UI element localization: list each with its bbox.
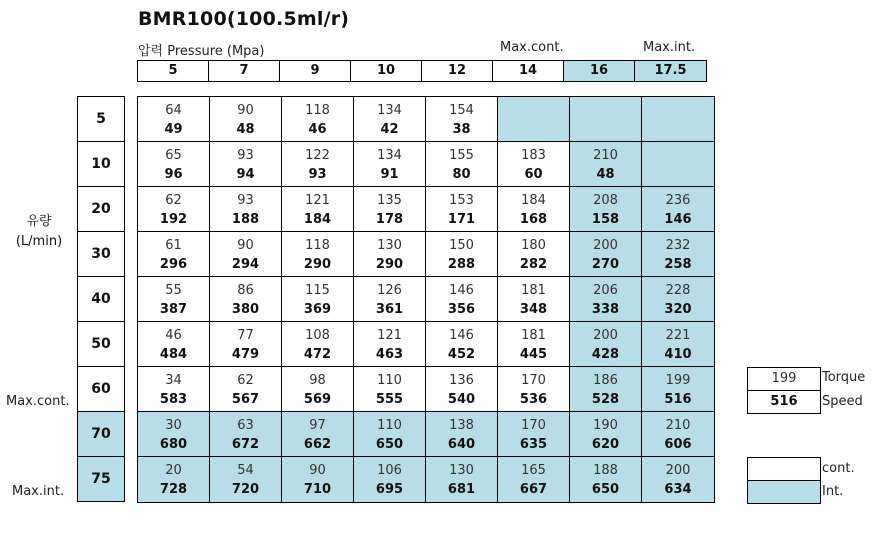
torque-value [642, 102, 714, 120]
speed-value: 672 [231, 437, 260, 452]
speed-value: 96 [164, 167, 183, 182]
torque-value: 146 [449, 283, 474, 298]
torque-value: 180 [521, 238, 546, 253]
table-cell [570, 142, 642, 187]
table-cell [282, 412, 354, 457]
speed-value: 296 [159, 257, 188, 272]
table-cell [642, 142, 714, 187]
torque-value: 210 [665, 418, 691, 433]
torque-value: 20 [165, 463, 182, 478]
speed-value: 294 [231, 257, 260, 272]
flow-header-cell: 60 [78, 367, 124, 412]
table-cell [138, 322, 210, 367]
table-cell [426, 97, 498, 142]
speed-value: 168 [519, 212, 548, 227]
torque-value: 55 [165, 283, 182, 298]
torque-value: 30 [165, 418, 182, 433]
speed-value: 80 [452, 167, 471, 182]
legend-cont-label: cont. [822, 461, 855, 476]
table-cell [642, 457, 714, 502]
flow-header-cell: 5 [78, 97, 124, 142]
legend-cont-swatch [748, 458, 820, 481]
flow-header-cell: 10 [78, 142, 124, 187]
torque-value [642, 147, 714, 165]
table-cell [138, 277, 210, 322]
torque-value: 136 [449, 373, 474, 388]
pressure-header-cell: 7 [209, 61, 280, 81]
speed-value: 320 [664, 302, 692, 317]
table-cell [210, 232, 282, 277]
torque-value: 188 [593, 463, 618, 478]
table-cell [210, 97, 282, 142]
pressure-header-cell: 10 [351, 61, 422, 81]
table-cell [498, 457, 570, 502]
table-cell [642, 277, 714, 322]
speed-value: 178 [375, 212, 404, 227]
speed-value: 606 [664, 437, 692, 452]
table-cell [642, 187, 714, 232]
pressure-header-cell: 16 [564, 61, 635, 81]
table-cell [138, 187, 210, 232]
table-cell [570, 232, 642, 277]
table-cell [282, 367, 354, 412]
speed-value: 380 [231, 302, 260, 317]
flow-axis-label-line1: 유량 [26, 214, 52, 229]
table-cell [138, 232, 210, 277]
table-cell [282, 97, 354, 142]
speed-value: 528 [591, 392, 620, 407]
flow-header-cell: 75 [78, 457, 124, 501]
legend-int-swatch [748, 481, 820, 503]
torque-value: 181 [521, 328, 546, 343]
legend-color-box [747, 457, 821, 504]
table-cell [354, 322, 426, 367]
torque-value: 97 [309, 418, 326, 433]
speed-value: 540 [447, 392, 476, 407]
table-cell [282, 187, 354, 232]
table-cell [570, 277, 642, 322]
table-cell [210, 142, 282, 187]
table-cell [138, 367, 210, 412]
table-cell [426, 142, 498, 187]
torque-value: 154 [449, 103, 474, 118]
torque-value: 98 [309, 373, 326, 388]
speed-value: 567 [231, 392, 260, 407]
speed-value: 387 [159, 302, 188, 317]
speed-value: 463 [375, 347, 404, 362]
speed-value: 662 [303, 437, 332, 452]
table-cell [642, 367, 714, 412]
torque-value: 62 [237, 373, 254, 388]
torque-value: 155 [449, 148, 474, 163]
table-cell [498, 97, 570, 142]
torque-value [570, 102, 641, 120]
table-cell [498, 277, 570, 322]
max-int-pressure-label: Max.int. [643, 40, 696, 55]
torque-value: 130 [377, 238, 402, 253]
speed-value: 46 [308, 122, 327, 137]
speed-value: 410 [664, 347, 692, 362]
torque-value: 93 [237, 193, 254, 208]
torque-value: 77 [237, 328, 254, 343]
table-cell [210, 187, 282, 232]
table-cell [642, 412, 714, 457]
table-cell [426, 232, 498, 277]
flow-header-cell: 40 [78, 277, 124, 322]
torque-value: 121 [377, 328, 402, 343]
torque-value: 118 [305, 238, 330, 253]
flow-header-cell: 50 [78, 322, 124, 367]
torque-value: 184 [521, 193, 546, 208]
table-cell [282, 277, 354, 322]
table-cell [282, 142, 354, 187]
table-cell [570, 187, 642, 232]
table-cell [426, 412, 498, 457]
torque-value: 90 [309, 463, 326, 478]
speed-value: 48 [596, 167, 615, 182]
torque-value: 90 [237, 103, 254, 118]
pressure-header-cell: 9 [280, 61, 351, 81]
torque-value: 138 [449, 418, 474, 433]
pressure-header-cell: 14 [493, 61, 564, 81]
speed-value: 348 [519, 302, 548, 317]
table-cell [426, 322, 498, 367]
torque-value: 232 [665, 238, 691, 253]
table-cell [354, 97, 426, 142]
torque-value: 46 [165, 328, 182, 343]
speed-value: 428 [591, 347, 620, 362]
max-cont-pressure-label: Max.cont. [500, 40, 564, 55]
speed-value: 48 [236, 122, 255, 137]
flow-header-cell: 20 [78, 187, 124, 232]
table-cell [498, 412, 570, 457]
speed-value: 555 [375, 392, 404, 407]
pressure-header-cell: 12 [422, 61, 493, 81]
legend-torque-value: 199 [748, 368, 820, 391]
torque-value: 236 [665, 193, 691, 208]
legend-speed-label: Speed [822, 394, 863, 409]
speed-value: 93 [308, 167, 327, 182]
speed-value: 710 [303, 482, 332, 497]
torque-value: 200 [665, 463, 691, 478]
table-cell [354, 277, 426, 322]
torque-value: 153 [449, 193, 474, 208]
table-cell [426, 187, 498, 232]
max-cont-flow-label: Max.cont. [6, 394, 70, 409]
speed-value [570, 120, 641, 140]
legend-value-box [747, 367, 821, 414]
speed-value: 288 [447, 257, 476, 272]
speed-value: 171 [447, 212, 476, 227]
torque-value: 86 [237, 283, 254, 298]
torque-value: 208 [593, 193, 618, 208]
speed-value: 146 [664, 212, 692, 227]
max-int-flow-label: Max.int. [12, 484, 65, 499]
speed-value [498, 120, 569, 140]
speed-value: 569 [303, 392, 332, 407]
table-cell [570, 412, 642, 457]
table-cell [138, 142, 210, 187]
torque-value: 186 [593, 373, 618, 388]
torque-value: 63 [237, 418, 254, 433]
speed-value: 667 [519, 482, 548, 497]
speed-value: 270 [591, 257, 620, 272]
table-cell [354, 232, 426, 277]
torque-value: 183 [521, 148, 546, 163]
torque-value: 126 [377, 283, 402, 298]
torque-value: 134 [377, 148, 402, 163]
table-cell [138, 412, 210, 457]
table-cell [570, 322, 642, 367]
speed-value: 361 [375, 302, 404, 317]
speed-value: 634 [664, 482, 692, 497]
flow-header-column [77, 96, 125, 502]
speed-value: 290 [375, 257, 404, 272]
speed-value: 650 [591, 482, 620, 497]
torque-value: 170 [521, 373, 546, 388]
speed-value: 42 [380, 122, 399, 137]
flow-header-cell: 70 [78, 412, 124, 457]
torque-value: 110 [377, 418, 402, 433]
table-cell [210, 367, 282, 412]
flow-axis-label-line2: (L/min) [15, 234, 63, 249]
speed-value: 635 [519, 437, 548, 452]
speed-value: 452 [447, 347, 476, 362]
table-cell [642, 322, 714, 367]
torque-value [498, 102, 569, 120]
flow-header-cell: 30 [78, 232, 124, 277]
speed-value: 720 [231, 482, 260, 497]
flow-axis-label [14, 212, 64, 252]
torque-value: 228 [665, 283, 691, 298]
table-cell [570, 97, 642, 142]
torque-value: 199 [665, 373, 691, 388]
speed-value: 356 [447, 302, 476, 317]
table-cell [210, 457, 282, 502]
table-cell [210, 277, 282, 322]
torque-value: 200 [593, 328, 618, 343]
speed-value: 188 [231, 212, 260, 227]
speed-value: 484 [159, 347, 188, 362]
torque-value: 130 [449, 463, 474, 478]
torque-value: 93 [237, 148, 254, 163]
torque-value: 165 [521, 463, 546, 478]
table-cell [570, 367, 642, 412]
table-cell [282, 232, 354, 277]
torque-value: 110 [377, 373, 402, 388]
table-cell [354, 412, 426, 457]
table-cell [498, 187, 570, 232]
torque-value: 90 [237, 238, 254, 253]
torque-value: 61 [165, 238, 182, 253]
speed-value: 516 [664, 392, 692, 407]
speed-value: 620 [591, 437, 620, 452]
legend-int-label: Int. [822, 484, 844, 499]
torque-value: 190 [593, 418, 618, 433]
table-cell [570, 457, 642, 502]
speed-value: 282 [519, 257, 548, 272]
table-cell [498, 232, 570, 277]
speed-value: 472 [303, 347, 332, 362]
torque-value: 181 [521, 283, 546, 298]
table-cell [138, 457, 210, 502]
torque-value: 221 [665, 328, 691, 343]
table-cell [210, 322, 282, 367]
table-cell [210, 412, 282, 457]
legend-torque-label: Torque [822, 370, 866, 385]
table-cell [282, 457, 354, 502]
speed-value [642, 120, 714, 140]
speed-value: 583 [159, 392, 188, 407]
table-cell [282, 322, 354, 367]
table-cell [138, 97, 210, 142]
speed-value: 536 [519, 392, 548, 407]
table-cell [354, 457, 426, 502]
table-cell [498, 142, 570, 187]
torque-value: 106 [377, 463, 402, 478]
torque-value: 150 [449, 238, 474, 253]
page-title: BMR100(100.5ml/r) [138, 8, 350, 30]
performance-table [137, 96, 715, 503]
table-cell [426, 277, 498, 322]
speed-value: 258 [664, 257, 692, 272]
pressure-axis-label: 압력 Pressure (Mpa) [138, 44, 265, 59]
torque-value: 170 [521, 418, 546, 433]
torque-value: 108 [305, 328, 330, 343]
torque-value: 134 [377, 103, 402, 118]
speed-value: 728 [159, 482, 188, 497]
torque-value: 121 [305, 193, 330, 208]
torque-value: 210 [593, 148, 618, 163]
speed-value: 49 [164, 122, 183, 137]
table-cell [642, 232, 714, 277]
pressure-header-cell: 17.5 [635, 61, 706, 81]
torque-value: 122 [305, 148, 330, 163]
torque-value: 54 [237, 463, 254, 478]
speed-value: 369 [303, 302, 332, 317]
speed-value: 192 [159, 212, 188, 227]
speed-value [642, 165, 714, 185]
torque-value: 115 [305, 283, 330, 298]
table-cell [354, 142, 426, 187]
speed-value: 681 [447, 482, 476, 497]
pressure-header-cell: 5 [138, 61, 209, 81]
speed-value: 158 [591, 212, 620, 227]
torque-value: 64 [165, 103, 182, 118]
speed-value: 680 [159, 437, 188, 452]
table-cell [354, 367, 426, 412]
torque-value: 135 [377, 193, 402, 208]
speed-value: 695 [375, 482, 404, 497]
speed-value: 184 [303, 212, 332, 227]
torque-value: 206 [593, 283, 618, 298]
speed-value: 479 [231, 347, 260, 362]
speed-value: 290 [303, 257, 332, 272]
legend-speed-value: 516 [770, 394, 798, 409]
speed-value: 650 [375, 437, 404, 452]
speed-value: 445 [519, 347, 548, 362]
table-cell [498, 322, 570, 367]
table-cell [426, 367, 498, 412]
speed-value: 94 [236, 167, 255, 182]
speed-value: 338 [591, 302, 620, 317]
torque-value: 200 [593, 238, 618, 253]
torque-value: 34 [165, 373, 182, 388]
table-cell [426, 457, 498, 502]
speed-value: 60 [524, 167, 543, 182]
torque-value: 62 [165, 193, 182, 208]
table-cell [498, 367, 570, 412]
speed-value: 38 [452, 122, 471, 137]
speed-value: 640 [447, 437, 476, 452]
pressure-header-row [137, 60, 707, 82]
table-cell [642, 97, 714, 142]
speed-value: 91 [380, 167, 399, 182]
torque-value: 118 [305, 103, 330, 118]
torque-value: 65 [165, 148, 182, 163]
table-cell [354, 187, 426, 232]
torque-value: 146 [449, 328, 474, 343]
